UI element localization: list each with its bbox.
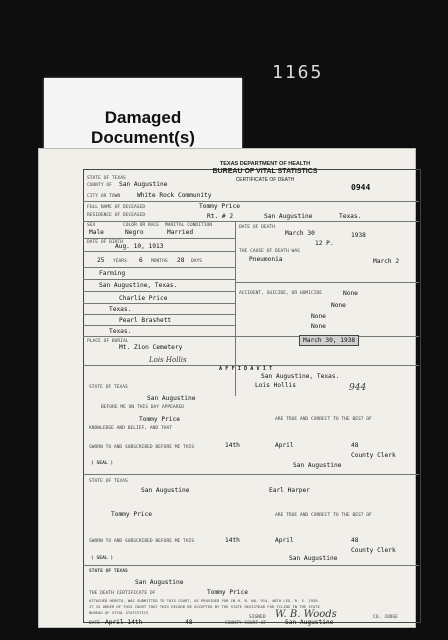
affidavit1-knowledge: KNOWLEDGE AND BELIEF, AND THAT <box>89 426 172 431</box>
county-value: San Augustine <box>119 181 168 188</box>
judge-title: CO. JUDGE <box>373 615 398 620</box>
affidavit1-number: 944 <box>349 383 367 393</box>
mother-name: Pearl Brashett <box>119 317 172 324</box>
cause-value: Pneumonia <box>249 256 283 263</box>
judge-subject-label: THE DEATH CERTIFICATE OF <box>89 591 156 596</box>
header-dept: TEXAS DEPARTMENT OF HEALTH <box>219 161 311 167</box>
affidavit2-seal: ( SEAL ) <box>91 556 114 561</box>
injury-date-value: None <box>331 302 346 309</box>
affidavit2-subject: Tommy Price <box>111 511 152 518</box>
affidavit1-county: San Augustine <box>147 395 196 402</box>
occupation-value: Farming <box>99 270 126 277</box>
marital-label: MARITAL CONDITION <box>165 223 213 228</box>
age-days: 28 <box>177 257 185 264</box>
affidavit1-county2: San Augustine <box>293 462 342 469</box>
affidavit2-day: 14th <box>225 537 240 544</box>
mother-birthplace: Texas. <box>109 328 132 335</box>
judge-date-label: DATE <box>89 621 101 626</box>
sex-value: Male <box>89 229 104 236</box>
death-date-value: March 30 <box>285 230 315 237</box>
judge-year: 48 <box>185 619 193 626</box>
accident-label: ACCIDENT, SUICIDE, OR HOMICIDE <box>239 291 322 296</box>
affidavit2-affiant: Earl Harper <box>269 487 310 494</box>
race-value: Negro <box>125 229 144 236</box>
affidavit2-month: April <box>275 537 294 544</box>
affidavit2-state: STATE OF TEXAS <box>89 479 128 484</box>
damaged-label-line1: Damaged <box>104 108 182 127</box>
months-label: MONTHS <box>151 259 168 264</box>
affidavit1-affiant: Lois Hollis <box>255 382 296 389</box>
county-label: COUNTY OF <box>87 183 112 188</box>
affidavit1-month: April <box>275 442 294 449</box>
state-label: STATE OF TEXAS <box>87 176 126 181</box>
affidavit1-subject: Tommy Price <box>139 416 180 423</box>
header-certificate: CERTIFICATE OF DEATH <box>235 177 295 183</box>
burial-label: PLACE OF BURIAL <box>87 339 129 344</box>
affidavit2-year: 48 <box>351 537 359 544</box>
burial-value: Mt. Zion Cemetery <box>119 344 183 351</box>
affidavit2-correct: ARE TRUE AND CORRECT TO THE BEST OF <box>275 513 372 518</box>
affidavit1-seal: ( SEAL ) <box>91 461 114 466</box>
injury-place-value: None <box>311 313 326 320</box>
judge-date: April 14th <box>105 619 143 626</box>
race-label: COLOR OR RACE <box>123 223 159 228</box>
sex-label: SEX <box>87 223 96 228</box>
judge-subject: Tommy Price <box>207 589 248 596</box>
affidavit2-clerk: County Clerk <box>351 547 396 554</box>
accident-value: None <box>343 290 358 297</box>
residence-state: Texas. <box>339 213 362 220</box>
affidavit1-clerk: County Clerk <box>351 452 396 459</box>
certificate-number: 0944 <box>351 183 371 192</box>
age-years: 25 <box>97 257 105 264</box>
header-bureau: BUREAU OF VITAL STATISTICS <box>212 168 318 175</box>
affidavit2-county2: San Augustine <box>289 555 338 562</box>
judge-county: San Augustine <box>135 579 184 586</box>
filed-stamp: March 30, 1938 <box>299 335 359 346</box>
judge-court: San Augustine <box>285 619 334 626</box>
cause-label: THE CAUSE OF DEATH WAS <box>239 249 300 254</box>
damaged-label-line2: Document(s) <box>91 128 195 147</box>
father-birthplace: Texas. <box>109 306 132 313</box>
birthplace-value: San Augustine, Texas. <box>99 282 178 289</box>
affidavit2-sworn: SWORN TO AND SUBSCRIBED BEFORE ME THIS <box>89 539 195 544</box>
judge-signed-label: SIGNED <box>249 615 266 620</box>
affidavit1-para: BEFORE ME ON THIS DAY APPEARED <box>101 405 184 410</box>
residence-label: RESIDENCE OF DECEASED <box>87 213 146 218</box>
handwritten-stamp-number: 1165 <box>272 62 324 83</box>
name-label: FULL NAME OF DECEASED <box>87 205 146 210</box>
birth-label: DATE OF BIRTH <box>87 240 123 245</box>
residence-city: San Augustine <box>264 213 313 220</box>
marital-value: Married <box>167 229 194 236</box>
birth-value: Aug. 10, 1913 <box>115 243 164 250</box>
years-label: YEARS <box>113 259 127 264</box>
judge-state: STATE OF TEXAS <box>89 569 128 574</box>
days-label: DAYS <box>191 259 203 264</box>
injury-manner-value: None <box>311 323 326 330</box>
judge-signature: W. B. Woods <box>275 609 337 620</box>
damaged-document-label <box>44 78 242 150</box>
age-months: 6 <box>139 257 143 264</box>
judge-text2: IT IS ORDER OF THIS COURT THAT THIS RECORD BE ACCEPTED BY THE STATE REGISTRAR FOR FILING IN THE STATE <box>89 604 320 609</box>
judge-text1: ATTACHED HERETO, WAS SUBMITTED TO THIS COURT, AS PROVIDED FOR IN H. B. NO. 914, 48TH LEG. R. S. 1939. <box>89 598 320 603</box>
affidavit2-county: San Augustine <box>141 487 190 494</box>
residence-street: Rt. # 2 <box>207 213 234 220</box>
hour-value: 12 P. <box>315 240 334 247</box>
affidavit1-day: 14th <box>225 442 240 449</box>
city-value: White Rock Community <box>137 192 212 199</box>
affidavit1-correct: ARE TRUE AND CORRECT TO THE BEST OF <box>275 417 372 422</box>
name-value: Tommy Price <box>199 203 240 210</box>
affidavit-title: A F F I D A V I T <box>219 366 273 372</box>
affidavit1-sworn: SWORN TO AND SUBSCRIBED BEFORE ME THIS <box>89 445 195 450</box>
judge-text3: BUREAU OF VITAL STATISTICS <box>89 610 149 615</box>
city-label: CITY OR TOWN <box>87 194 121 199</box>
affidavit1-place: San Augustine, Texas. <box>261 373 340 380</box>
affidavit1-year: 48 <box>351 442 359 449</box>
death-date-label: DATE OF DEATH <box>239 225 275 230</box>
cause-date: March 2 <box>373 258 400 265</box>
death-certificate <box>38 148 416 628</box>
judge-court-label: COUNTY COURT OF <box>225 621 267 626</box>
death-year-value: 1938 <box>351 232 366 239</box>
affidavit1-state: STATE OF TEXAS <box>89 385 128 390</box>
affiant-signature: Lois Hollis <box>149 356 187 364</box>
father-name: Charlie Price <box>119 295 168 302</box>
